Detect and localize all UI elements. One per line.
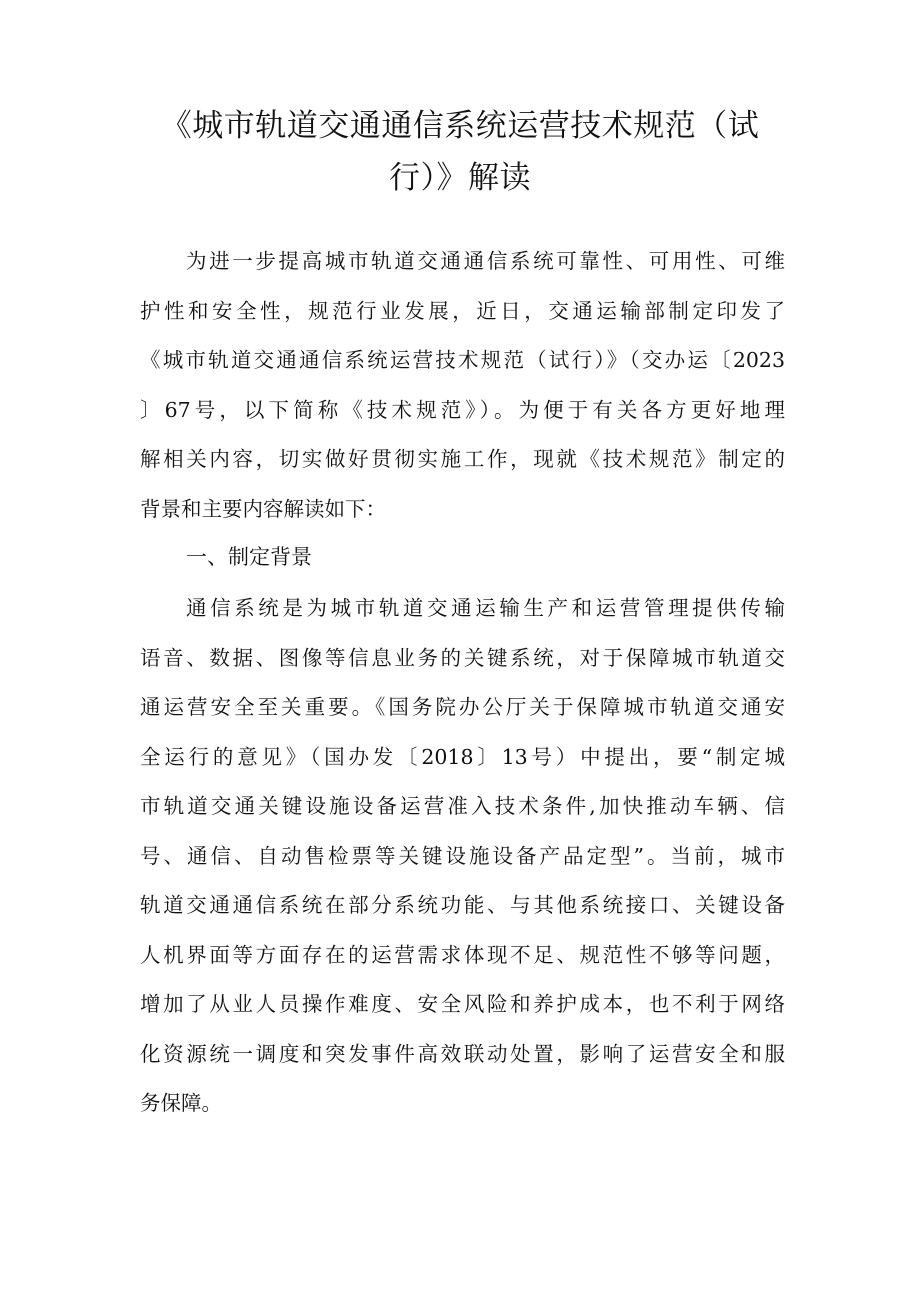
- paragraph-line: 人机界面等方面存在的运营需求体现不足、规范性不够等问题，: [140, 942, 785, 967]
- background-paragraph: [140, 584, 785, 1129]
- paragraph-line: 《城市轨道交通通信系统运营技术规范（试行）》（交办运〔2023: [140, 348, 785, 372]
- title-line-1: 《城市轨道交通通信系统运营技术规范（试: [160, 108, 760, 144]
- paragraph-line: 通信系统是为城市轨道交通运输生产和运营管理提供传输: [186, 596, 785, 620]
- document-title: [130, 100, 790, 204]
- intro-paragraph: [140, 237, 785, 534]
- paragraph-line: 市轨道交通关键设施设备运营准入技术条件,加快推动车辆、信: [140, 794, 785, 818]
- paragraph-line: 护性和安全性，规范行业发展，近日，交通运输部制定印发了: [140, 298, 785, 323]
- title-line-2: 行）》解读: [389, 160, 531, 196]
- paragraph-line: 号、通信、自动售检票等关键设施设备产品定型”。当前，城市: [140, 843, 785, 868]
- paragraph-line: 增加了从业人员操作难度、安全风险和养护成本，也不利于网络: [140, 992, 785, 1016]
- paragraph-line: 全运行的意见》（国办发〔2018〕13号）中提出，要“制定城: [140, 744, 785, 769]
- section-heading-background: 一、制定背景: [186, 545, 312, 569]
- paragraph-line: 通运营安全至关重要。《国务院办公厅关于保障城市轨道交通安: [140, 695, 785, 719]
- paragraph-line: 解相关内容，切实做好贯彻实施工作，现就《技术规范》制定的: [140, 447, 785, 471]
- paragraph-line: 〕67号，以下简称《技术规范》）。为便于有关各方更好地理: [140, 397, 785, 422]
- paragraph-line: 语音、数据、图像等信息业务的关键系统，对于保障城市轨道交: [140, 645, 785, 670]
- paragraph-line: 轨道交通通信系统在部分系统功能、与其他系统接口、关键设备: [140, 893, 785, 917]
- paragraph-line: 化资源统一调度和突发事件高效联动处置，影响了运营安全和服: [140, 1041, 785, 1066]
- paragraph-line: 务保障。: [140, 1091, 222, 1115]
- paragraph-line: 为进一步提高城市轨道交通通信系统可靠性、可用性、可维: [186, 249, 785, 273]
- paragraph-line: 背景和主要内容解读如下：: [140, 496, 386, 521]
